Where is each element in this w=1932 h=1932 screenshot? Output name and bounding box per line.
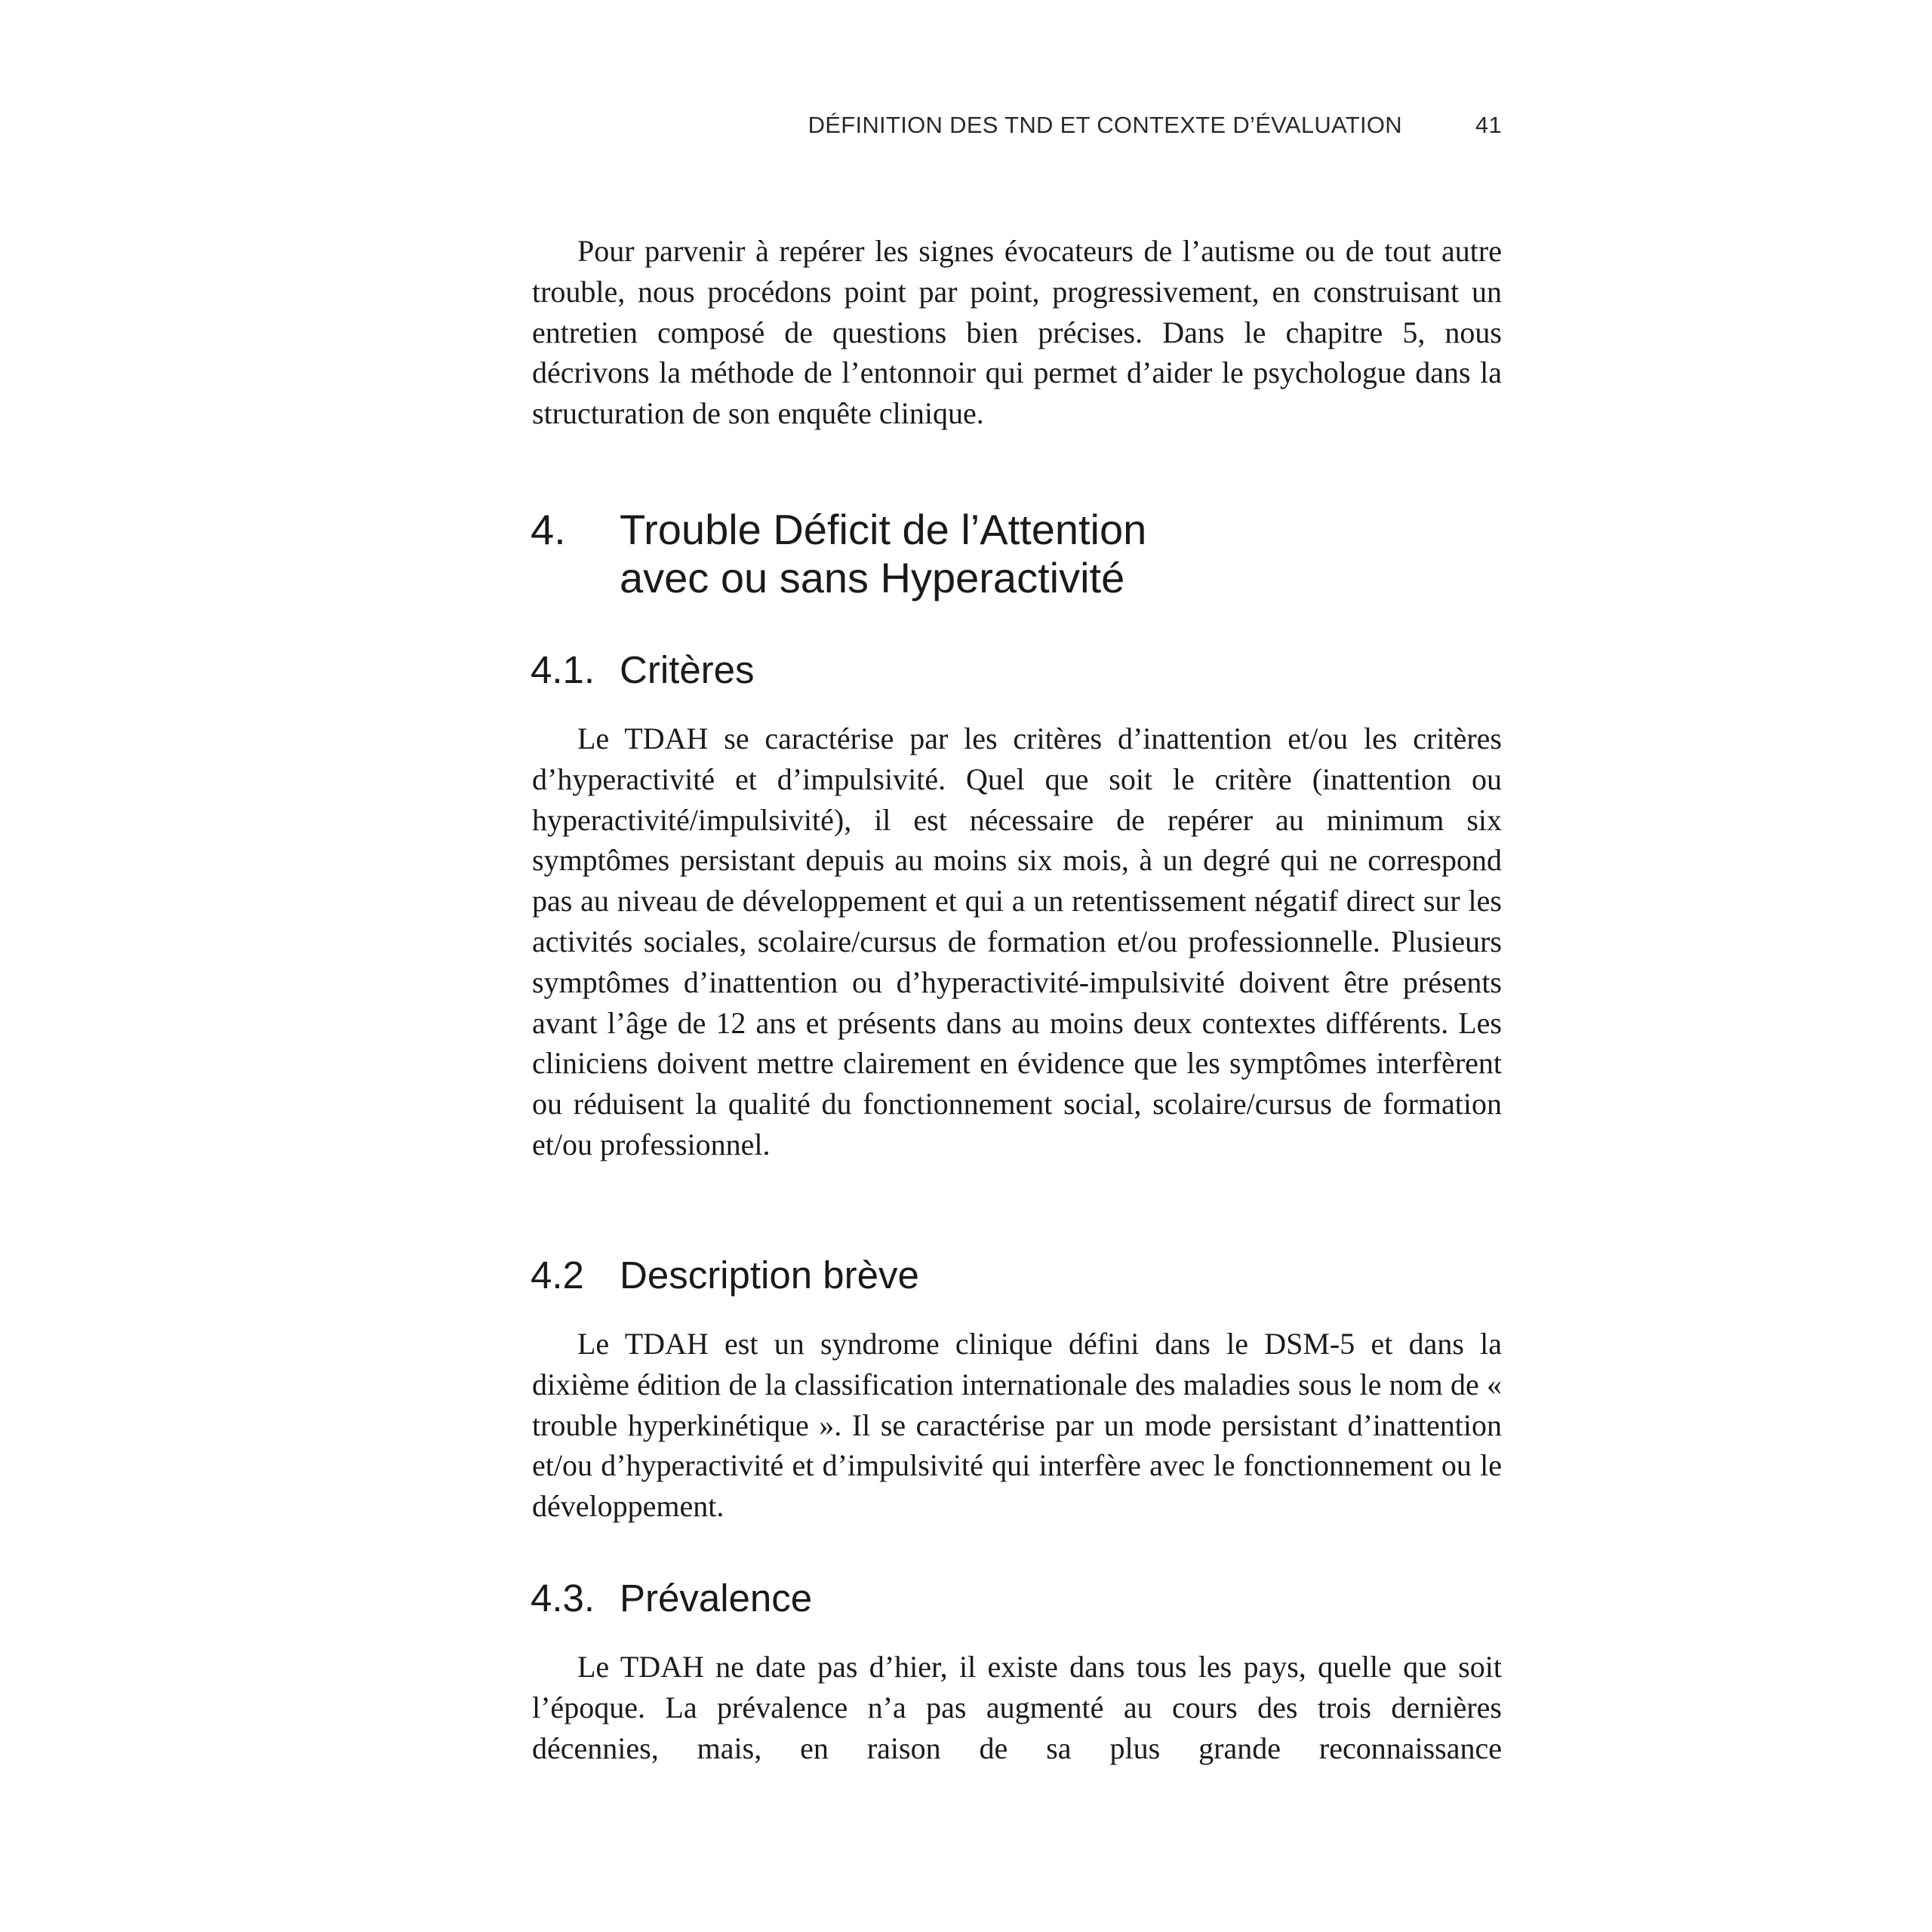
section-heading-4 (531, 506, 1500, 602)
intro-text-block (532, 231, 1502, 434)
criteria-paragraph: Le TDAH se caractérise par les critères d’inattention et/ou les critères d’hyperactivité et d’impulsivité. Quel que soit le critère (inattention ou hyperactivité/impulsivité), il est nécessaire de repérer au minimum six symptômes persistant depuis au moins six mois, à un degré qui ne correspond pas au niveau de développement et qui a un retentissement négatif direct sur les activités sociales, scolaire/cursus de formation et/ou professionnelle. Plusieurs symptômes d’inattention ou d’hyperactivité-impulsivité doivent être présents avant l’âge de 12 ans et présents dans au moins deux contextes différents. Les cliniciens doivent mettre clairement en évidence que les symptômes interfèrent ou réduisent la qualité du fonctionnement social, scolaire/cursus de formation et/ou professionnel. (532, 721, 1502, 1161)
subsection-heading-4-2 (531, 1253, 1500, 1298)
subsection-title: Description brève (620, 1254, 919, 1297)
subsection-title: Prévalence (620, 1577, 813, 1620)
subsection-heading-4-1 (531, 648, 1500, 693)
description-text-block (532, 1324, 1502, 1527)
criteria-text-block (532, 718, 1502, 1165)
prevalence-text-block (532, 1647, 1502, 1768)
running-title: DÉFINITION DES TND ET CONTEXTE D’ÉVALUATION (808, 112, 1402, 138)
intro-paragraph: Pour parvenir à repérer les signes évocateurs de l’autisme ou de tout autre trouble, nous procédons point par point, progressivement, en construisant un entretien composé de questions bien précises. Dans le chapitre 5, nous décrivons la méthode de l’entonnoir qui permet d’aider le psychologue dans la structuration de son enquête clinique. (532, 234, 1502, 431)
subsection-heading-4-3 (531, 1576, 1500, 1621)
section-title: Trouble Déficit de l’Attention avec ou sans Hyperactivité (620, 506, 1147, 601)
subsection-number: 4.1. (531, 648, 595, 691)
subsection-title: Critères (620, 648, 755, 691)
running-head (528, 112, 1502, 139)
subsection-number: 4.2 (531, 1254, 584, 1297)
page-number: 41 (1475, 112, 1502, 138)
prevalence-paragraph: Le TDAH ne date pas d’hier, il existe dans tous les pays, quelle que soit l’époque. La prévalence n’a pas augmenté au cours des trois dernières décennies, mais, en raison de sa plus grande reconnaissance (532, 1650, 1502, 1765)
section-number: 4. (531, 506, 566, 553)
subsection-number: 4.3. (531, 1577, 595, 1620)
description-paragraph: Le TDAH est un syndrome clinique défini dans le DSM-5 et dans la dixième édition de la classification internationale des maladies sous le nom de « trouble hyperkinétique ». Il se caractérise par un mode persistant d’inattention et/ou d’hyperactivité et d’impulsivité qui interfère avec le fonctionnement ou le développement. (532, 1327, 1502, 1524)
